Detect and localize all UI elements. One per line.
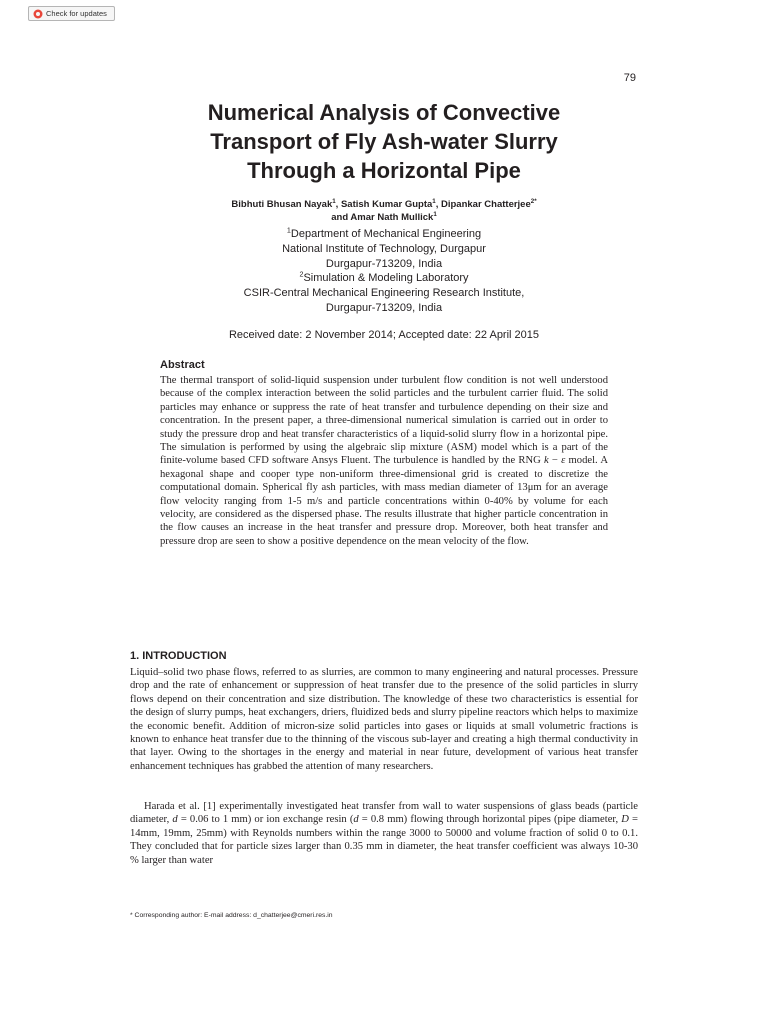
author-line-1 bbox=[130, 198, 638, 211]
title-line-2: Transport of Fly Ash-water Slurry bbox=[210, 129, 558, 154]
math-symbol: ε bbox=[561, 455, 566, 467]
math-symbol: − bbox=[548, 455, 562, 467]
math-symbol: D bbox=[621, 814, 629, 826]
abstract-text bbox=[160, 374, 608, 548]
affiliation-line bbox=[130, 227, 638, 242]
affiliation-line: National Institute of Technology, Durgapur bbox=[282, 242, 486, 255]
paragraph-part: Harada et al. [1] experimentally investigated heat transfer from wall to water suspensions of glass beads (particle diameter, bbox=[130, 801, 638, 826]
check-for-updates-icon bbox=[33, 9, 43, 19]
affiliation-text: Simulation & Modeling Laboratory bbox=[303, 272, 469, 285]
affiliation-marker: 2 bbox=[299, 270, 304, 279]
affiliations bbox=[130, 227, 638, 316]
affiliation-marker: 2* bbox=[530, 197, 537, 205]
corresponding-author-footnote: * Corresponding author: E-mail address: d_chatterjee@cmeri.res.in bbox=[130, 912, 333, 919]
title-line-1: Numerical Analysis of Convective bbox=[207, 100, 561, 125]
affiliation-line: Durgapur-713209, India bbox=[325, 257, 443, 270]
received-accepted-dates: Received date: 2 November 2014; Accepted date: 22 April 2015 bbox=[228, 329, 540, 341]
math-symbol: k bbox=[543, 455, 549, 467]
author-name: Bibhuti Bhusan Nayak bbox=[231, 199, 333, 210]
abstract-heading: Abstract bbox=[160, 359, 205, 371]
affiliation-line bbox=[130, 271, 638, 286]
affiliation-marker: 1 bbox=[432, 197, 436, 205]
paragraph-part: = 0.06 to 1 mm) or ion exchange resin ( bbox=[177, 814, 354, 826]
section-heading-introduction: 1. INTRODUCTION bbox=[130, 650, 227, 662]
math-symbol: d bbox=[353, 814, 359, 826]
abstract-part: The thermal transport of solid-liquid suspension under turbulent flow condition is not well understood because of the complex interaction between the solid particles and the turbulent carrier fluid. The solid particles may enhance or suppress the rate of heat transfer and turbulence depending on their size and concentration. In the present paper, a three-dimensional numerical simulation is carried out in order to study the pressure drop and heat transfer characteristics of a liquid-solid slurry flow in a horizontal pipe. The simulation is performed by using the algebraic slip mixture (ASM) model which is a part of the finite-volume based CFD software Ansys Fluent. The turbulence is handled by the RNG bbox=[160, 375, 608, 467]
affiliation-marker: 1 bbox=[286, 226, 291, 235]
author-list bbox=[130, 198, 638, 224]
title-line-3: Through a Horizontal Pipe bbox=[247, 158, 521, 183]
introduction-paragraph-2 bbox=[130, 800, 638, 867]
paragraph-part: = 14mm, 19mm, 25mm) with Reynolds numbers within the range 3000 to 50000 and volume fraction of solid 0 to 0.1. They concluded that for particle sizes larger than 0.35 mm in diameter, the heat transfer coefficient was always 10-30 % larger than water bbox=[130, 814, 639, 866]
badge-label: Check for updates bbox=[46, 9, 107, 18]
page-number: 79 bbox=[623, 72, 636, 84]
affiliation-line: CSIR-Central Mechanical Engineering Research Institute, bbox=[243, 287, 525, 300]
author-name: and Amar Nath Mullick bbox=[331, 212, 434, 223]
paper-title bbox=[130, 98, 638, 185]
affiliation-marker: 1 bbox=[433, 210, 437, 218]
affiliation-text: Department of Mechanical Engineering bbox=[290, 228, 482, 240]
abstract-part: model. A hexagonal shape and cooper type non-uniform three-dimensional grid is created to discretize the computational domain. Spherical fly ash particles, with mass median diameter of 13μm for an average flow velocity ranging from 1-5 m/s and particle concentrations within 0-40% by volume for each velocity, are considered as the dispersed phase. The results illustrate that higher particle concentration in the flow causes an increase in the heat transfer and pressure drop. Moreover, both heat transfer and pressure drop are seen to show a positive dependence on the mean velocity of the flow. bbox=[160, 455, 608, 547]
check-for-updates-badge[interactable] bbox=[28, 6, 115, 21]
affiliation-line: Durgapur-713209, India bbox=[325, 301, 443, 314]
author-name: , Dipankar Chatterjee bbox=[435, 199, 531, 210]
affiliation-marker: 1 bbox=[332, 197, 336, 205]
paragraph-part: = 0.8 mm) flowing through horizontal pipes (pipe diameter, bbox=[358, 814, 622, 826]
author-name: , Satish Kumar Gupta bbox=[335, 199, 433, 210]
author-line-2 bbox=[130, 211, 638, 224]
math-symbol: d bbox=[172, 814, 178, 826]
introduction-paragraph-1: Liquid–solid two phase flows, referred to as slurries, are common to many engineering and natural processes. Pressure drop and the rate of enhancement or suppression of heat transfer due to the presence of the solid particles in slurry flows depend on their concentration and size distribution. The knowledge of these two characteristics is essential for the design of slurry pumps, heat exchangers, driers, fluidized beds and slurry pipeline reactors which helps to maximize the economic benefit. Addition of micron-size solid particles into gases or liquids at small volumetric fractions is known to enhance heat transfer due to the thinning of the viscous sub-layer and creating a high thermal conductivity in that layer. Owing to the shortages in the energy and material in near future, development of various heat transfer enhancement techniques has grabbed the attention of many researchers. bbox=[130, 667, 638, 772]
